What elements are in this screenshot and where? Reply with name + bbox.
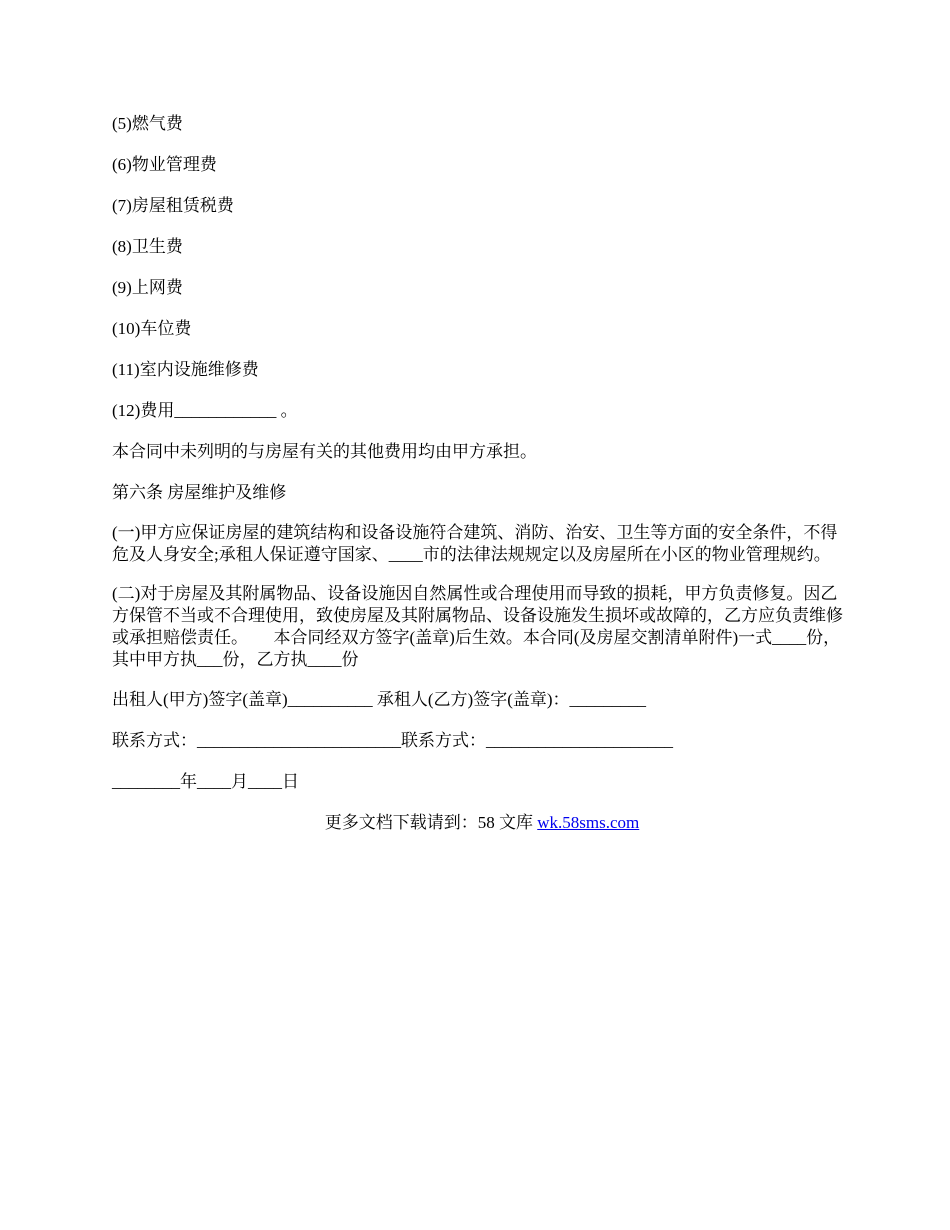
fee-item-rental-tax: (7)房屋租赁税费 — [112, 196, 234, 215]
footer-download-note — [112, 811, 852, 835]
fee-item-parking: (10)车位费 — [112, 319, 192, 338]
fee-item-gas: (5)燃气费 — [112, 114, 183, 133]
fee-item-sanitation: (8)卫生费 — [112, 237, 183, 256]
document-page — [112, 112, 852, 835]
other-fees-note: 本合同中未列明的与房屋有关的其他费用均由甲方承担。 — [112, 442, 537, 461]
date-line: ________年____月____日 — [112, 772, 299, 791]
clause-one: (一)甲方应保证房屋的建筑结构和设备设施符合建筑、消防、治安、卫生等方面的安全条件，不得危及人身安全;承租人保证遵守国家、____市的法律法规规定以及房屋所在小区的物业管理规约。 — [112, 523, 838, 564]
fee-item-internet: (9)上网费 — [112, 278, 183, 297]
fee-item-other: (12)费用____________ 。 — [112, 401, 298, 420]
clause-two: (二)对于房屋及其附属物品、设备设施因自然属性或合理使用而导致的损耗，甲方负责修复。因乙方保管不当或不合理使用，致使房屋及其附属物品、设备设施发生损坏或故障的，乙方应负责维修或承担赔偿责任。 本合同经双方签字(盖章)后生效。本合同(及房屋交割清单附件)一式____份，其中甲方执___份，乙方执____份 — [112, 584, 843, 669]
footer-link[interactable]: wk.58sms.com — [537, 813, 640, 832]
fee-item-property-management: (6)物业管理费 — [112, 155, 217, 174]
section-heading-maintenance: 第六条 房屋维护及维修 — [112, 483, 287, 502]
fee-item-indoor-repair: (11)室内设施维修费 — [112, 360, 259, 379]
footer-text: 更多文档下载请到：58 文库 — [324, 813, 538, 832]
signature-line: 出租人(甲方)签字(盖章)__________ 承租人(乙方)签字(盖章)：_________ — [112, 690, 647, 709]
contact-line: 联系方式：________________________联系方式：______________________ — [112, 731, 673, 750]
